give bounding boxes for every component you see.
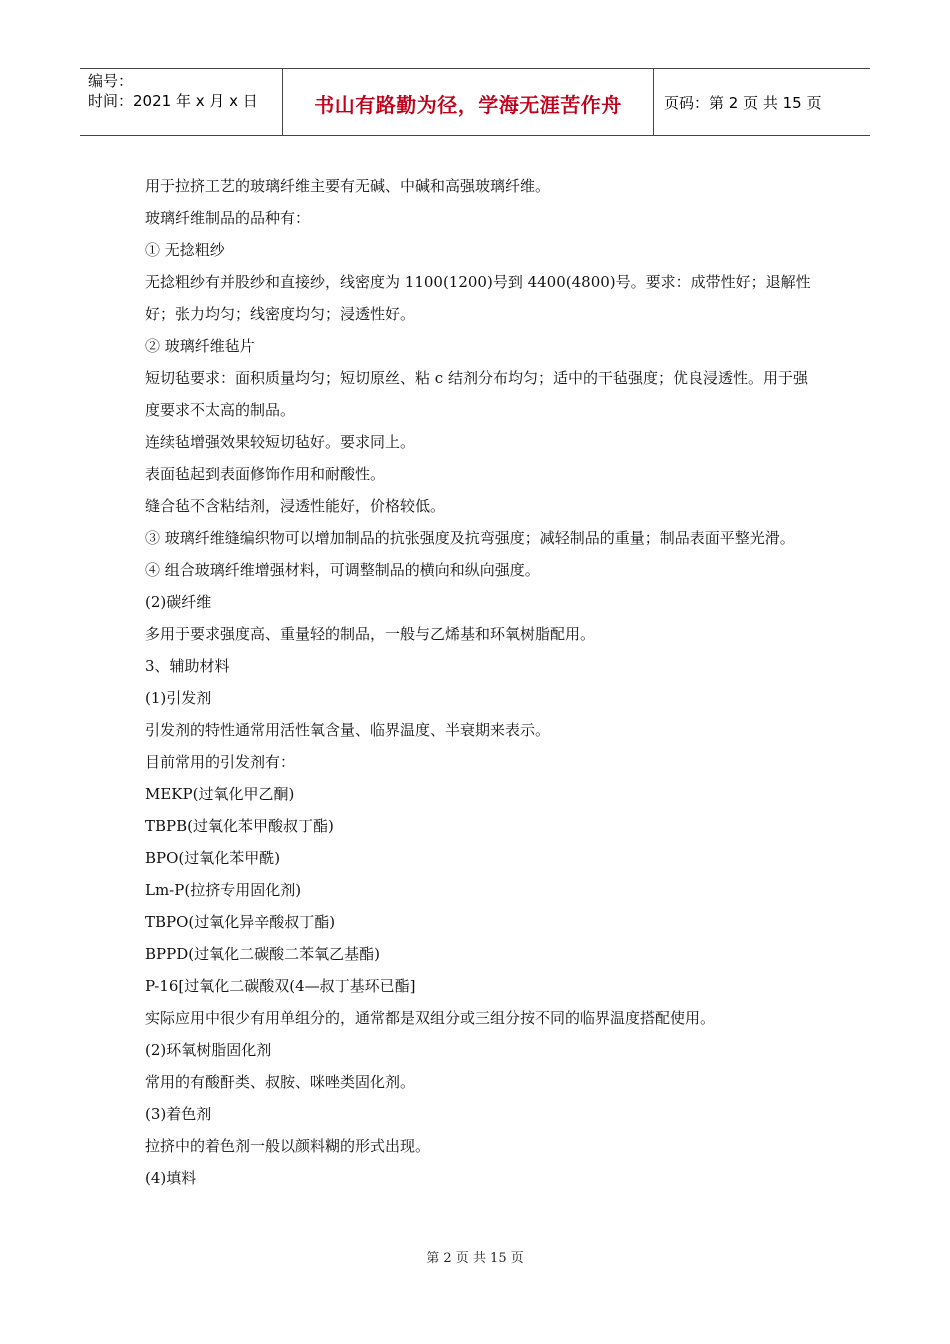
paragraph: 多用于要求强度高、重量轻的制品，一般与乙烯基和环氧树脂配用。	[145, 625, 596, 643]
list-item: BPO(过氧化苯甲酰)	[145, 849, 281, 867]
section-heading: (3)着色剂	[145, 1105, 212, 1123]
paragraph: 短切毡要求：面积质量均匀；短切原丝、粘 c 结剂分布均匀；适中的干毡强度；优良浸透性。用于强度要求不太高的制品。	[145, 369, 808, 419]
document-body	[145, 170, 815, 1194]
header-page-number: 页码：第 2 页 共 15 页	[664, 93, 822, 112]
page-footer	[0, 1247, 950, 1266]
paragraph: 目前常用的引发剂有：	[145, 753, 296, 771]
list-item: MEKP(过氧化甲乙酮)	[145, 785, 295, 803]
list-item: Lm-P(拉挤专用固化剂)	[145, 881, 302, 899]
list-item: BPPD(过氧化二碳酸二苯氧乙基酯)	[145, 945, 380, 963]
list-item: P-16[过氧化二碳酸双(4—叔丁基环已酯]	[145, 977, 416, 995]
list-heading: ② 玻璃纤维毡片	[145, 337, 255, 355]
section-heading: (1)引发剂	[145, 689, 212, 707]
page-header	[80, 68, 870, 136]
list-item: TBPB(过氧化苯甲酸叔丁酯)	[145, 817, 334, 835]
paragraph: 无捻粗纱有并股纱和直接纱，线密度为 1100(1200)号到 4400(4800)号。要求：成带性好；退解性好；张力均匀；线密度均匀；浸透性好。	[145, 273, 811, 323]
paragraph: 拉挤中的着色剂一般以颜料糊的形式出现。	[145, 1137, 431, 1155]
section-heading: (4)填料	[145, 1169, 197, 1187]
header-page-cell	[654, 69, 870, 135]
header-motto: 书山有路勤为径，学海无涯苦作舟	[314, 92, 622, 117]
list-item: TBPO(过氧化异辛酸叔丁酯)	[145, 913, 336, 931]
paragraph: 引发剂的特性通常用活性氧含量、临界温度、半衰期来表示。	[145, 721, 551, 739]
paragraph: 常用的有酸酐类、叔胺、咪唑类固化剂。	[145, 1073, 416, 1091]
list-heading: ③ 玻璃纤维缝编织物可以增加制品的抗张强度及抗弯强度；减轻制品的重量；制品表面平整光滑。	[145, 529, 795, 547]
header-motto-cell	[282, 69, 654, 135]
paragraph: 表面毡起到表面修饰作用和耐酸性。	[145, 465, 386, 483]
paragraph: 用于拉挤工艺的玻璃纤维主要有无碱、中碱和高强玻璃纤维。	[145, 177, 551, 195]
document-date-label: 时间：2021 年 x 月 x 日	[88, 92, 258, 110]
list-heading: ④ 组合玻璃纤维增强材料，可调整制品的横向和纵向强度。	[145, 561, 540, 579]
header-info-cell	[80, 69, 282, 135]
section-heading: 3、辅助材料	[145, 657, 230, 675]
paragraph: 缝合毡不含粘结剂，浸透性能好，价格较低。	[145, 497, 446, 515]
paragraph: 连续毡增强效果较短切毡好。要求同上。	[145, 433, 416, 451]
list-heading: ① 无捻粗纱	[145, 241, 225, 259]
paragraph: 实际应用中很少有用单组分的，通常都是双组分或三组分按不同的临界温度搭配使用。	[145, 1009, 716, 1027]
paragraph: 玻璃纤维制品的品种有：	[145, 209, 311, 227]
footer-page-number: 第 2 页 共 15 页	[426, 1251, 524, 1266]
section-heading: (2)碳纤维	[145, 593, 212, 611]
section-heading: (2)环氧树脂固化剂	[145, 1041, 272, 1059]
document-number-label: 编号：	[88, 72, 134, 90]
